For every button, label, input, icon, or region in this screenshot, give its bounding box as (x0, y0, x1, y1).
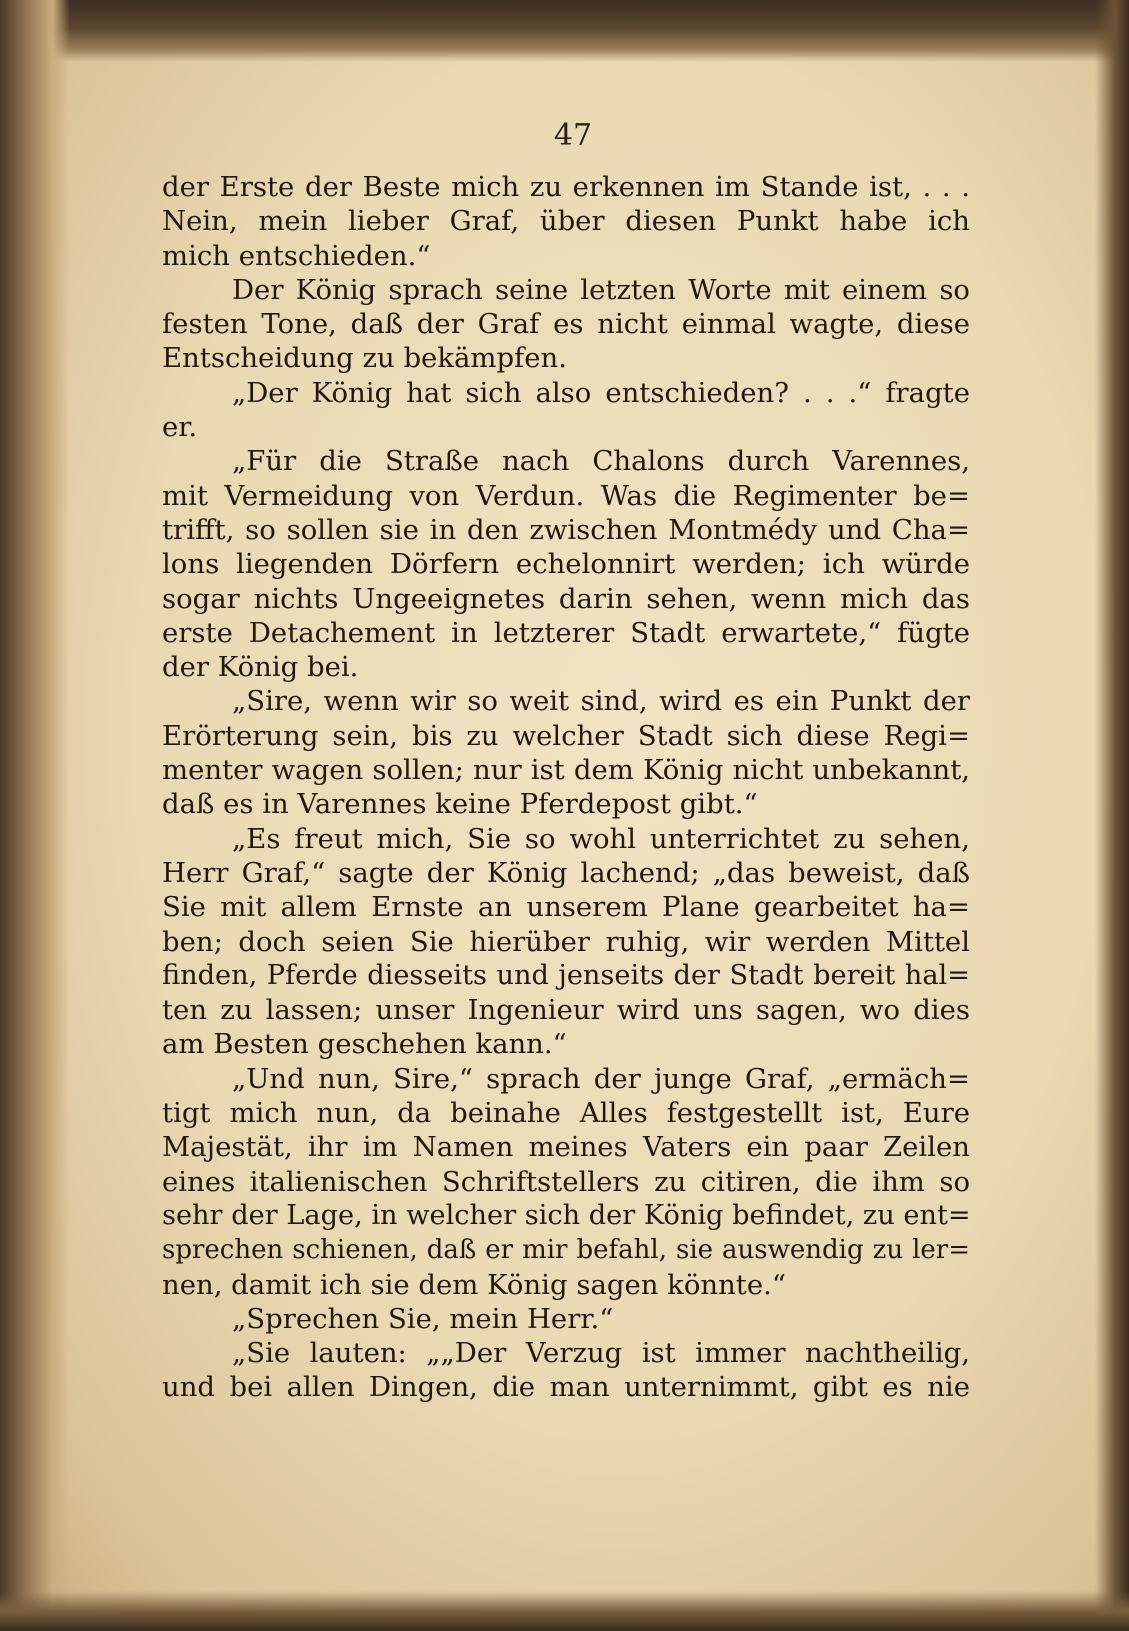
text-line: trifft, so sollen sie in den zwischen Montmédy und Cha= (162, 513, 970, 546)
text-line: festen Tone, daß der Graf es nicht einmal wagte, diese (162, 308, 970, 341)
page-right-shadow (1095, 0, 1129, 1631)
text-line: tigt mich nun, da beinahe Alles festgestellt ist, Eure (162, 1097, 970, 1130)
text-line: er. (162, 411, 198, 444)
text-line: menter wagen sollen; nur ist dem König nicht unbekannt, (162, 754, 970, 787)
text-line: und bei allen Dingen, die man unternimmt, gibt es nie (162, 1371, 970, 1404)
text-line: ten zu lassen; unser Ingenieur wird uns sagen, wo dies (162, 994, 970, 1027)
text-line: Der König sprach seine letzten Worte mit einem so (232, 273, 970, 306)
text-line: sprechen schienen, daß er mir befahl, sie auswendig zu ler= (162, 1235, 970, 1266)
text-line: nen, damit ich sie dem König sagen könnte.“ (162, 1268, 786, 1301)
text-line: finden, Pferde diesseits und jenseits der Stadt bereit hal= (162, 959, 970, 991)
text-line: „Der König hat sich also entschieden? . . .“ fragte (232, 376, 970, 409)
text-line: „Sire, wenn wir so weit sind, wird es ein Punkt der (232, 685, 970, 718)
text-line: eines italienischen Schriftstellers zu citiren, die ihm so (162, 1165, 970, 1198)
text-line: lons liegenden Dörfern echelonnirt werden; ich würde (162, 548, 970, 581)
text-line: am Besten geschehen kann.“ (162, 1028, 567, 1061)
body-text (162, 170, 970, 1405)
page-bottom-shadow (0, 1591, 1129, 1631)
text-line: Sie mit allem Ernste an unserem Plane gearbeitet ha= (162, 891, 970, 924)
text-line: sogar nichts Ungeeignetes darin sehen, wenn mich das (162, 582, 970, 615)
text-line: der König bei. (162, 651, 359, 684)
text-line: Majestät, ihr im Namen meines Vaters ein paar Zeilen (162, 1131, 970, 1164)
text-line: mit Vermeidung von Verdun. Was die Regimenter be= (162, 479, 970, 512)
text-line: Erörterung sein, bis zu welcher Stadt sich diese Regi= (162, 719, 970, 752)
text-line: erste Detachement in letzterer Stadt erwartete,“ fügte (162, 616, 970, 649)
page-number: 47 (553, 118, 593, 153)
text-line: Herr Graf,“ sagte der König lachend; „das beweist, daß (162, 856, 970, 889)
text-line: „Es freut mich, Sie so wohl unterrichtet zu sehen, (232, 822, 970, 855)
text-line: „Sprechen Sie, mein Herr.“ (232, 1302, 614, 1335)
text-line: der Erste der Beste mich zu erkennen im Stande ist, . . . (162, 171, 970, 203)
text-line: mich entschieden.“ (162, 239, 431, 272)
text-line: Entscheidung zu bekämpfen. (162, 342, 567, 375)
text-line: ben; doch seien Sie hierüber ruhig, wir werden Mittel (162, 925, 970, 958)
text-line: „Sie lauten: „„Der Verzug ist immer nachtheilig, (232, 1337, 970, 1370)
text-line: sehr der Lage, in welcher sich der König befindet, zu ent= (162, 1199, 971, 1231)
text-line: „Für die Straße nach Chalons durch Varennes, (232, 445, 970, 478)
text-line: daß es in Varennes keine Pferdepost gibt.“ (162, 788, 758, 821)
text-line: Nein, mein lieber Graf, über diesen Punkt habe ich (162, 205, 970, 238)
page-top-shadow (0, 0, 1129, 62)
book-gutter-shadow (0, 0, 70, 1631)
text-line: „Und nun, Sire,“ sprach der junge Graf, „ermäch= (232, 1062, 970, 1095)
